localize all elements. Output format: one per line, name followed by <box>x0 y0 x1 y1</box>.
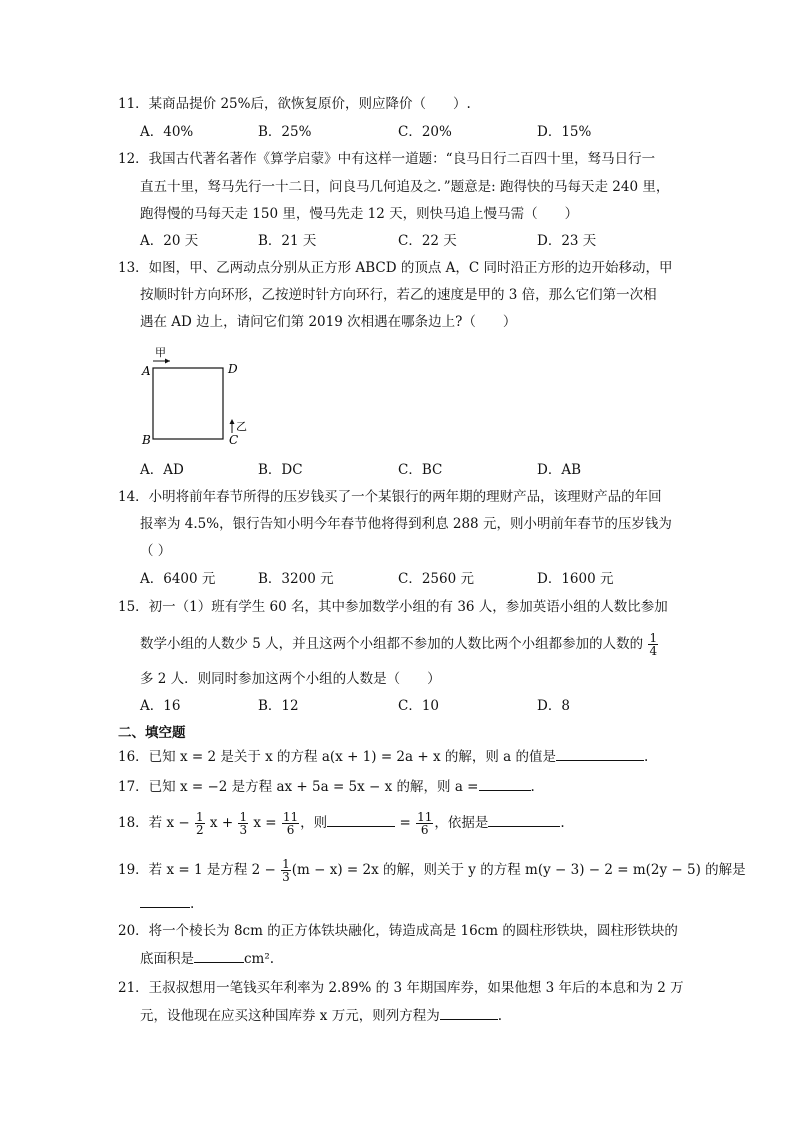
q17-answer-blank[interactable] <box>479 776 531 791</box>
q14-line-2: 报率为 4.5%，银行告知小明今年春节他将得到利息 288 元，则小明前年春节的压岁钱为 <box>140 516 672 532</box>
q18-answer-blank-1[interactable] <box>327 812 395 827</box>
q18-text-a: 18．若 x − <box>118 815 190 831</box>
q11-option-b: B．25% <box>258 124 312 140</box>
q18-frac-4 <box>416 811 433 836</box>
q20-line-1: 20．将一个棱长为 8cm 的正方体铁块融化，铸造成高是 16cm 的圆柱形铁块，圆柱形铁块的 <box>118 923 678 939</box>
label-yi: 乙 <box>236 420 247 433</box>
q18-frac-1-num: 1 <box>195 810 204 824</box>
section-heading-fill-in: 二、填空题 <box>118 725 186 741</box>
q15-option-a: A．16 <box>140 698 181 714</box>
q20-text-a: 底面积是 <box>140 951 194 967</box>
q18-frac-2-num: 1 <box>239 810 248 824</box>
arrow-up-head-icon <box>230 419 235 424</box>
q18-end: . <box>560 815 565 831</box>
q19-end: . <box>190 896 195 912</box>
q19-frac <box>281 858 291 883</box>
q19-text-a: 19．若 x = 1 是方程 2 − <box>118 862 276 878</box>
fraction-one-quarter <box>648 632 658 657</box>
q18-frac-1-den: 2 <box>195 823 204 837</box>
q13-option-b: B．DC <box>258 462 303 478</box>
q11-stem: 11．某商品提价 25%后，欲恢复原价，则应降价（ ）. <box>118 96 471 112</box>
q18-text-e: = <box>399 815 411 831</box>
q13-option-d: D．AB <box>537 462 581 478</box>
q18-frac-2 <box>238 811 248 836</box>
q21-text-a: 元，设他现在应买这种国库券 x 万元，则列方程为 <box>140 1008 440 1024</box>
q19-text-b: (m − x) = 2x 的解，则关于 y 的方程 m(y − 3) − 2 = m(2y − 5) 的解是 <box>291 862 746 878</box>
q12-line-3: 跑得慢的马每天走 150 里，慢马先走 12 天，则快马追上慢马需（ ） <box>140 206 579 222</box>
q15-option-b: B．12 <box>258 698 299 714</box>
q14-option-d: D．1600 元 <box>537 571 614 587</box>
q19-frac-num: 1 <box>282 857 290 871</box>
q18-frac-3 <box>282 811 299 836</box>
q13-line-3: 遇在 AD 边上，请问它们第 2019 次相遇在哪条边上?（ ） <box>140 314 517 330</box>
q12-option-d: D．23 天 <box>537 233 597 249</box>
vertex-d: D <box>228 362 238 376</box>
q20-answer-blank[interactable] <box>194 948 244 963</box>
q18 <box>118 811 565 836</box>
square-figure <box>138 344 258 448</box>
q19-answer-blank[interactable] <box>140 893 190 908</box>
q14-line-3: （ ） <box>140 543 172 559</box>
q15-option-c: C．10 <box>398 698 440 714</box>
arrow-right-head-icon <box>165 359 170 364</box>
vertex-a: A <box>142 364 151 378</box>
q21-answer-blank[interactable] <box>440 1005 498 1020</box>
q15-line-1: 15．初一（1）班有学生 60 名，其中参加数学小组的有 36 人，参加英语小组的人数比参加 <box>118 599 668 615</box>
q18-answer-blank-2[interactable] <box>488 812 560 827</box>
q16 <box>118 746 648 767</box>
fraction-denominator: 4 <box>649 644 658 658</box>
q14-line-1: 14．小明将前年春节所得的压岁钱买了一个某银行的两年期的理财产品，该理财产品的年回 <box>118 489 662 505</box>
q20-line-2 <box>140 948 274 969</box>
q19-frac-den: 3 <box>282 870 290 884</box>
q13-option-c: C．BC <box>398 462 443 478</box>
q18-frac-4-den: 6 <box>420 823 429 837</box>
q13-option-a: A．AD <box>140 462 184 478</box>
q18-text-b: x + <box>209 815 234 831</box>
q12-option-b: B．21 天 <box>258 233 317 249</box>
q11-option-a: A．40% <box>140 124 194 140</box>
q15-option-d: D．8 <box>537 698 570 714</box>
q17-end: . <box>530 779 535 795</box>
q13-line-2: 按顺时针方向环形，乙按逆时针方向环行，若乙的速度是甲的 3 倍，那么它们第一次相 <box>140 287 657 303</box>
q19 <box>118 858 746 883</box>
q11-option-c: C．20% <box>398 124 452 140</box>
q16-end: . <box>644 749 649 765</box>
q18-frac-1 <box>195 811 205 836</box>
label-jia: 甲 <box>155 346 166 359</box>
q15-line-3: 多 2 人．则同时参加这两个小组的人数是（ ） <box>140 671 441 687</box>
q18-text-f: ，依据是 <box>434 815 489 831</box>
q14-option-a: A．6400 元 <box>140 571 216 587</box>
q18-frac-3-num: 11 <box>282 810 299 824</box>
q12-line-1: 12．我国古代著名著作《算学启蒙》中有这样一道题：“良马日行二百四十里，驽马日行一 <box>118 151 656 167</box>
q14-option-c: C．2560 元 <box>398 571 474 587</box>
q12-option-c: C．22 天 <box>398 233 457 249</box>
q11-option-d: D．15% <box>537 124 592 140</box>
q13-line-1: 13．如图，甲、乙两动点分别从正方形 ABCD 的顶点 A，C 同时沿正方形的边开始移动，甲 <box>118 260 673 276</box>
q17 <box>118 776 535 797</box>
vertex-b: B <box>142 433 151 447</box>
square-abcd <box>153 368 223 439</box>
q20-text-b: cm². <box>244 951 275 967</box>
q16-answer-blank[interactable] <box>556 746 644 761</box>
q18-text-d: ，则 <box>300 815 328 831</box>
q14-option-b: B．3200 元 <box>258 571 334 587</box>
fraction-numerator: 1 <box>649 631 658 645</box>
q15-line-2 <box>140 632 659 657</box>
q15-line-2-text: 数学小组的人数少 5 人，并且这两个小组都不参加的人数比两个小组都参加的人数的 <box>140 636 644 652</box>
q21-end: . <box>497 1008 502 1024</box>
q18-frac-3-den: 6 <box>286 823 295 837</box>
q12-line-2: 直五十里，驽马先行一十二日，问良马几何追及之．”题意是: 跑得快的马每天走 240 里， <box>140 179 670 195</box>
q18-text-c: x = <box>253 815 277 831</box>
q12-option-a: A．20 天 <box>140 233 199 249</box>
q18-frac-4-num: 11 <box>417 810 433 824</box>
vertex-c: C <box>229 433 239 447</box>
q19-line-2 <box>140 893 194 914</box>
q21-line-2 <box>140 1005 502 1026</box>
q21-line-1: 21．王叔叔想用一笔钱买年利率为 2.89% 的 3 年期国库券，如果他想 3 年后的本息和为 2 万 <box>118 980 684 996</box>
q16-text: 16．已知 x = 2 是关于 x 的方程 a(x + 1) = 2a + x 的解，则 a 的值是 <box>118 749 556 765</box>
q17-text: 17．已知 x = −2 是方程 ax + 5a = 5x − x 的解，则 a = <box>118 779 479 795</box>
q18-frac-2-den: 3 <box>239 823 248 837</box>
